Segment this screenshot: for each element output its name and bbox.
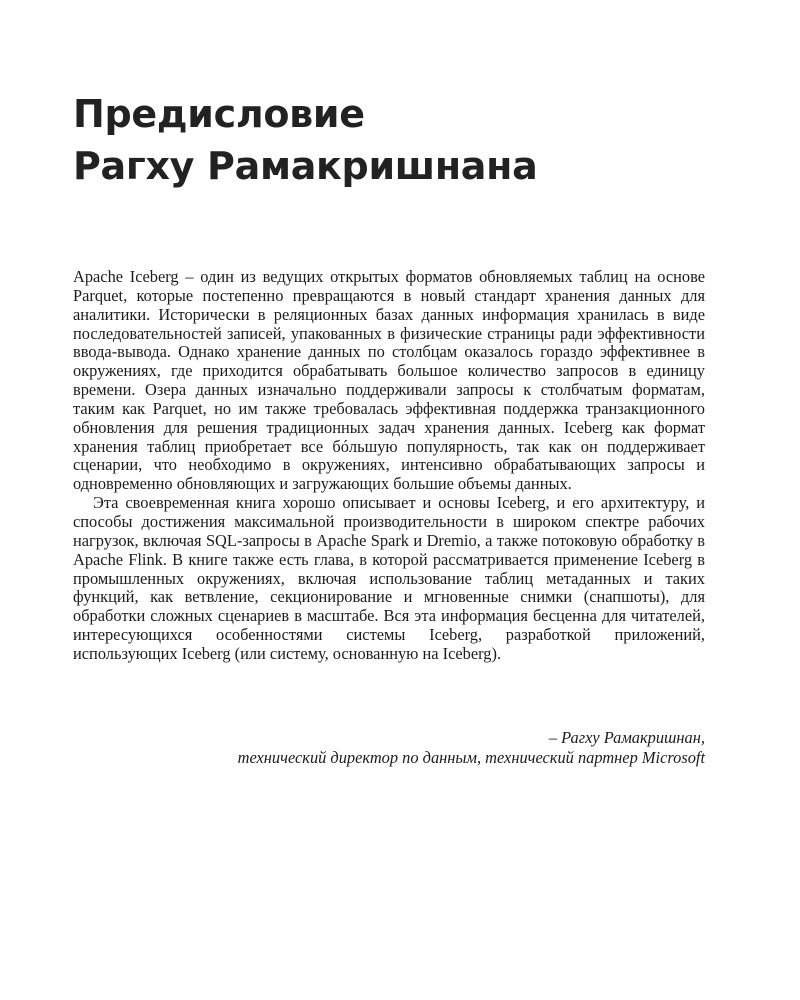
paragraph-2: Эта своевременная книга хорошо описывает и основы Iceberg, и его архитектуру, и способы достижения максимальной производительности в широком спектре рабочих нагрузок, включая SQL-запросы в Apache Spark и Dremio, а также потоковую обработку в Apache Flink. В книге также есть глава, в которой рассматривается применение Iceberg в промышленных окружениях, включая использование таблиц метаданных и таких функций, как ветвление, секционирование и мгновенные снимки (снапшоты), для обработки сложных сценариев в масштабе. Вся эта информация бесценна для читателей, интересующихся особенностями системы Iceberg, разработкой приложений, использующих Iceberg (или систему, основанную на Iceberg). <box>73 493 705 663</box>
signature-author: – Рагху Рамакришнан, <box>548 728 705 747</box>
title-line-2: Рагху Рамакришнана <box>73 144 538 188</box>
foreword-body <box>73 268 705 664</box>
title-line-1: Предисловие <box>73 92 365 136</box>
paragraph-1: Apache Iceberg – один из ведущих открытых форматов обновляемых таблиц на основе Parquet, которые постепенно превращаются в новый стандарт хранения данных для аналитики. Исторически в реляционных базах данных информация хранилась в виде последовательностей записей, упакованных в физические страницы ради эффективности ввода-вывода. Однако хранение данных по столбцам оказалось гораздо эффективнее в окружениях, где приходится обрабатывать большое количество запросов в единицу времени. Озера данных изначально поддерживали запросы к столбчатым форматам, таким как Parquet, но им также требовалась эффективная поддержка транзакционного обновления для решения традиционных задач хранения данных. Iceberg как формат хранения таблиц приобретает все бóльшую популярность, так как он поддерживает сценарии, что необходимо в окружениях, интенсивно обрабатывающих запросы и одновременно обновляющих и загружающих большие объемы данных. <box>73 267 705 494</box>
signature-position: технический директор по данным, технический партнер Microsoft <box>237 748 705 767</box>
page-title <box>73 88 713 192</box>
signature-block <box>73 728 705 768</box>
